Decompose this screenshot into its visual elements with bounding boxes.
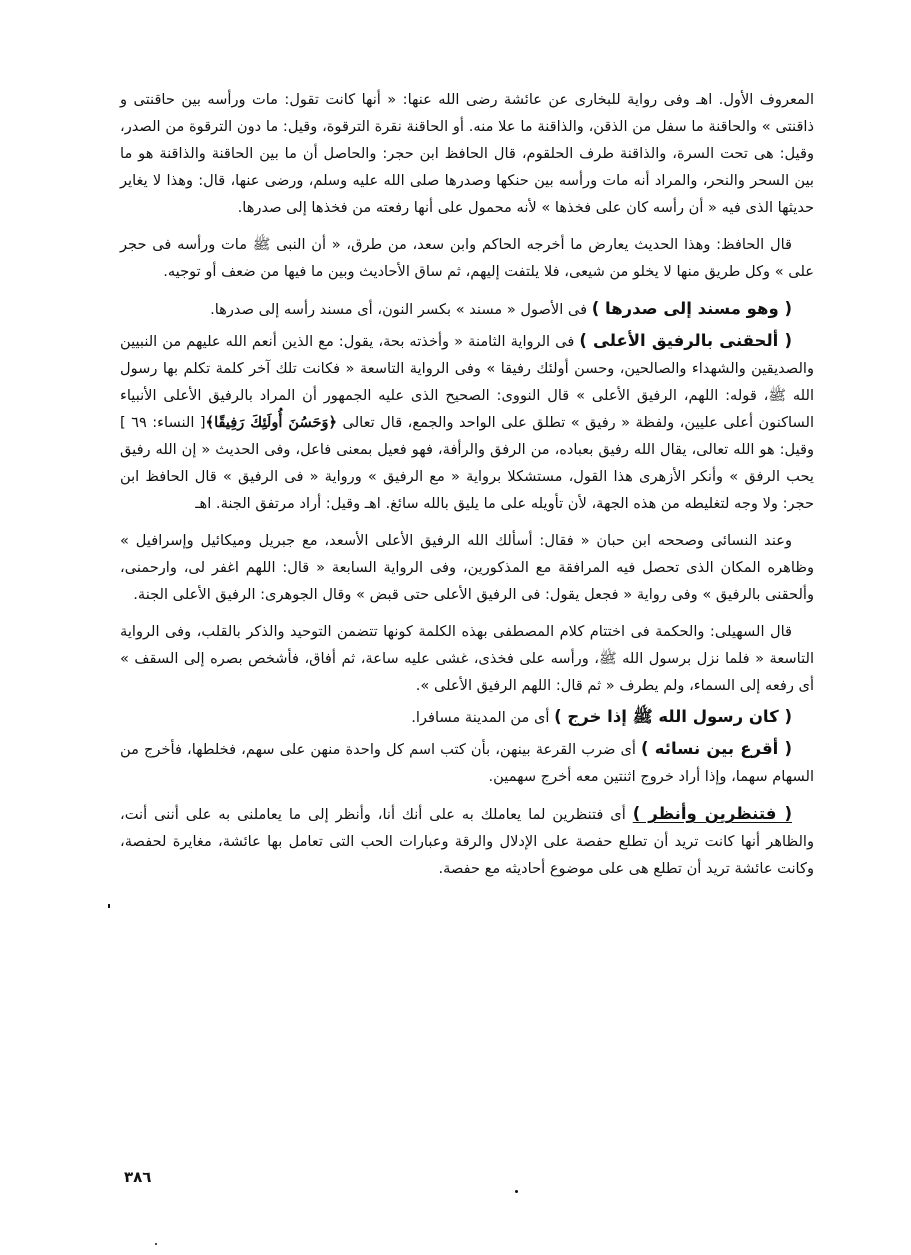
paragraph-text: أى فتنظرين لما يعاملك به على أنك أنا، وأنظر إلى ما يعاملنى به على أننى أنت، والظاهر أنها كانت تريد أن تطلع حفصة على الإدلال والرقة وعبارات الحب التى تعامل بها عائشة، مغايرة لحفصة، وكانت عائشة تريد أن تطلع هى على موضوع أحاديثه مع حفصة. (120, 806, 814, 877)
lemma-heading: ( ألحقنى بالرفيق الأعلى ) (579, 331, 792, 350)
paragraph-text: فى الرواية الثامنة « وأخذته بحة، يقول: مع الذين أنعم الله عليهم من النبيين والصديقين والشهداء والصالحين، وحسن أولئك رفيقا » وفى الرواية التاسعة « فكانت تلك آخر كلمة تكلم بها رسول الله ﷺ، قوله: اللهم، الرفيق الأعلى » قال النووى: الصحيح الذى عليه الجمهور أن المراد بالرفيق الأعلى الأنبياء الساكنون أعلى عليين، ولفظة « رفيق » تطلق على الواحد والجمع، قال تعالى (120, 333, 815, 431)
paragraph-text: أى ضرب القرعة بينهن، بأن كتب اسم كل واحدة منهن على سهم، فخلطها، فأخرج من السهام سهما، وإذا أراد خروج اثنتين معه أخرج سهمين. (120, 741, 814, 785)
paragraph-fatanzurin (120, 800, 814, 882)
paragraph-kana-rasul (120, 703, 814, 731)
lemma-heading: ( كان رسول الله ﷺ إذا خرج ) (554, 707, 792, 726)
paragraph-text: قال السهيلى: والحكمة فى اختتام كلام المصطفى بهذه الكلمة كونها تتضمن التوحيد والذكر بالقلب، وفى الرواية التاسعة « فلما نزل برسول الله ﷺ، ورأسه على فخذى، غشى عليه ساعة، ثم أفاق، فأشخص بصره إلى السقف » أى رفعه إلى السماء، ولم يطرف « ثم قال: اللهم الرفيق الأعلى ». (120, 623, 814, 694)
paragraph-text: وعند النسائى وصححه ابن حبان « فقال: أسألك الله الرفيق الأعلى الأسعد، مع جبريل وميكائيل وإسرافيل » وظاهره المكان الذى تحصل فيه المرافقة مع المذكورين، وفى الرواية السابعة « قال: اللهم اغفر لى، وارحمنى، وألحقنى بالرفيق » وفى رواية « فجعل يقول: فى الرفيق الأعلى حتى قبض » وقال الجوهرى: الرفيق الأعلى الجنة. (120, 532, 814, 603)
paragraph-musnad (120, 295, 814, 323)
paragraph-text: المعروف الأول. اهـ وفى رواية للبخارى عن عائشة رضى الله عنها: « أنها كانت تقول: مات ورأسه بين حاقنتى و ذاقنتى » والحاقنة ما سفل من الذقن، والذاقنة ما علا منه. أو الحاقنة نقرة الترقوة، وقيل: ما دون الترقوة من الصدر، وقيل: هى تحت السرة، والذاقنة طرف الحلقوم، قال الحافظ ابن حجر: والحاصل أن ما بين الحاقنة والذاقنة هو ما بين السحر والنحر، والمراد أنه مات ورأسه بين حنكها وصدرها صلى الله عليه وسلم، ورضى عنها، قال: وهذا لا يغاير حديثها الذى فيه « أن رأسه كان على فخذها » لأنه محمول على أنها رفعته من فخذها إلى صدرها. (120, 91, 814, 216)
paragraph-nasai (120, 527, 814, 608)
paragraph-bukhari-narration (120, 86, 814, 221)
quran-verse: ﴿وَحَسُنَ أُولَئِكَ رَفِيقًا﴾ (205, 414, 338, 431)
lemma-heading: ( وهو مسند إلى صدرها ) (591, 299, 792, 318)
paragraph-text: وقيل: هو الله تعالى، يقال الله رفيق بعباده، من الرفق والرأفة، فهو فعيل بمعنى فاعل، وفى الحديث « إن الله رفيق يحب الرفق » وأنكر الأزهرى هذا القول، مستشكلا برواية « مع الرفيق » ورواية « فى الرفيق » قال الحافظ ابن حجر: ولا وجه لتغليطه من هذه الجهة، لأن تأويله على ما يليق بالله سائغ. اهـ وقيل: أراد مرتفق الجنة. اهـ (120, 441, 814, 512)
paragraph-hafiz-comment (120, 231, 814, 285)
lemma-heading: ( أقرع بين نسائه ) (641, 739, 793, 758)
paragraph-text: فى الأصول « مسند » بكسر النون، أى مسند رأسه إلى صدرها. (210, 301, 592, 318)
paragraph-rafiq-al-ala (120, 327, 814, 517)
quran-citation: [ النساء: ٦٩ ] (120, 414, 206, 431)
page-number: ٣٨٦ (124, 1168, 152, 1186)
paragraph-aqra (120, 735, 814, 790)
paragraph-text: أى من المدينة مسافرا. (411, 709, 555, 726)
scan-speck (108, 904, 110, 908)
lemma-heading: ( فتنظرين وأنظر ) (632, 804, 793, 823)
scan-speck (155, 1243, 157, 1245)
paragraph-suhayli (120, 618, 814, 699)
scan-speck (515, 1190, 518, 1193)
commentary-body (120, 86, 814, 892)
paragraph-text: قال الحافظ: وهذا الحديث يعارض ما أخرجه الحاكم وابن سعد، من طرق، « أن النبى ﷺ مات ورأسه فى حجر على » وكل طريق منها لا يخلو من شيعى، فلا يلتفت إليهم، ثم ساق الأحاديث وبين ما فيها من ضعف أو توجيه. (120, 236, 814, 280)
